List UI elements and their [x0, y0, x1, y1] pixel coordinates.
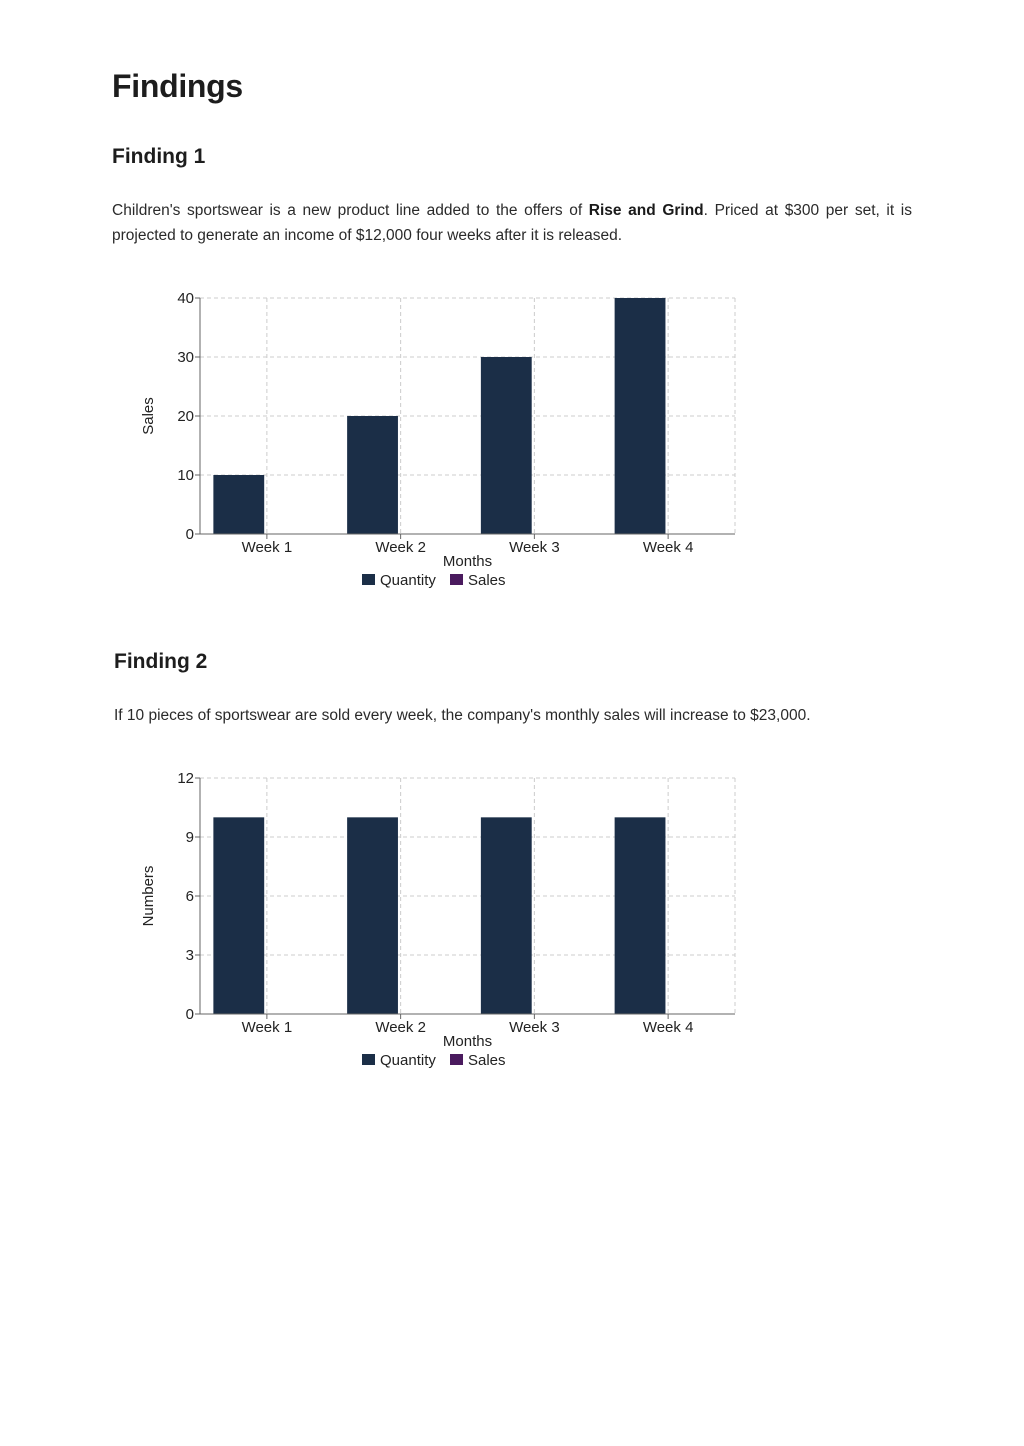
x-tick-label: Week 4: [642, 1019, 694, 1036]
bar-quantity-2: [347, 416, 398, 534]
y-tick-label: 9: [185, 829, 194, 846]
bar-quantity-3: [481, 357, 532, 534]
y-tick-label: 10: [177, 467, 194, 484]
legend-label-sales: Sales: [468, 1052, 506, 1069]
x-tick-label: Week 1: [241, 1019, 293, 1036]
x-axis-title: Months: [442, 1033, 493, 1050]
company-name: Rise and Grind: [588, 202, 704, 219]
bar-quantity-4: [615, 298, 666, 534]
bar-quantity-3: [481, 817, 532, 1014]
legend-label-quantity: Quantity: [380, 572, 436, 589]
finding-1-text-start: Children's sportswear is a new product line added to the offers of: [112, 202, 589, 219]
y-tick-label: 0: [185, 1006, 194, 1023]
y-tick-label: 6: [185, 888, 194, 905]
y-tick-label: 12: [177, 770, 194, 787]
legend-label-sales: Sales: [468, 572, 506, 589]
bar-quantity-1: [213, 475, 264, 534]
x-tick-label: Week 2: [375, 1019, 426, 1036]
y-tick-label: 20: [177, 408, 194, 425]
y-tick-label: 30: [177, 349, 194, 366]
finding-2-bar-chart: [130, 768, 750, 1078]
bar-quantity-2: [347, 817, 398, 1014]
y-tick-label: 0: [185, 526, 194, 543]
x-axis-title: Months: [442, 553, 493, 570]
finding-2-paragraph: If 10 pieces of sportswear are sold every week, the company's monthly sales will increase to $23,000.: [114, 707, 811, 724]
y-axis-title: Sales: [140, 397, 157, 435]
page-title: Findings: [112, 68, 243, 104]
bar-quantity-4: [615, 817, 666, 1014]
finding-2-heading: Finding 2: [114, 650, 208, 673]
finding-1-text-end: . Priced at $300 per set, it is projected to generate an income of $12,000 four weeks after it is released.: [112, 202, 912, 244]
bar-quantity-1: [213, 817, 264, 1014]
x-tick-label: Week 1: [241, 539, 293, 556]
y-tick-label: 3: [185, 947, 194, 964]
y-axis-title: Numbers: [140, 865, 157, 927]
finding-1-heading: Finding 1: [112, 145, 206, 168]
x-tick-label: Week 3: [509, 539, 560, 556]
legend-swatch-sales: [450, 574, 463, 585]
legend-swatch-quantity: [362, 1054, 375, 1065]
finding-1-bar-chart: [130, 288, 750, 598]
legend-label-quantity: Quantity: [380, 1052, 436, 1069]
finding-1-paragraph: [112, 198, 912, 248]
legend-swatch-sales: [450, 1054, 463, 1065]
legend-swatch-quantity: [362, 574, 375, 585]
x-tick-label: Week 3: [509, 1019, 560, 1036]
x-tick-label: Week 4: [642, 539, 694, 556]
y-tick-label: 40: [177, 290, 194, 307]
x-tick-label: Week 2: [375, 539, 426, 556]
